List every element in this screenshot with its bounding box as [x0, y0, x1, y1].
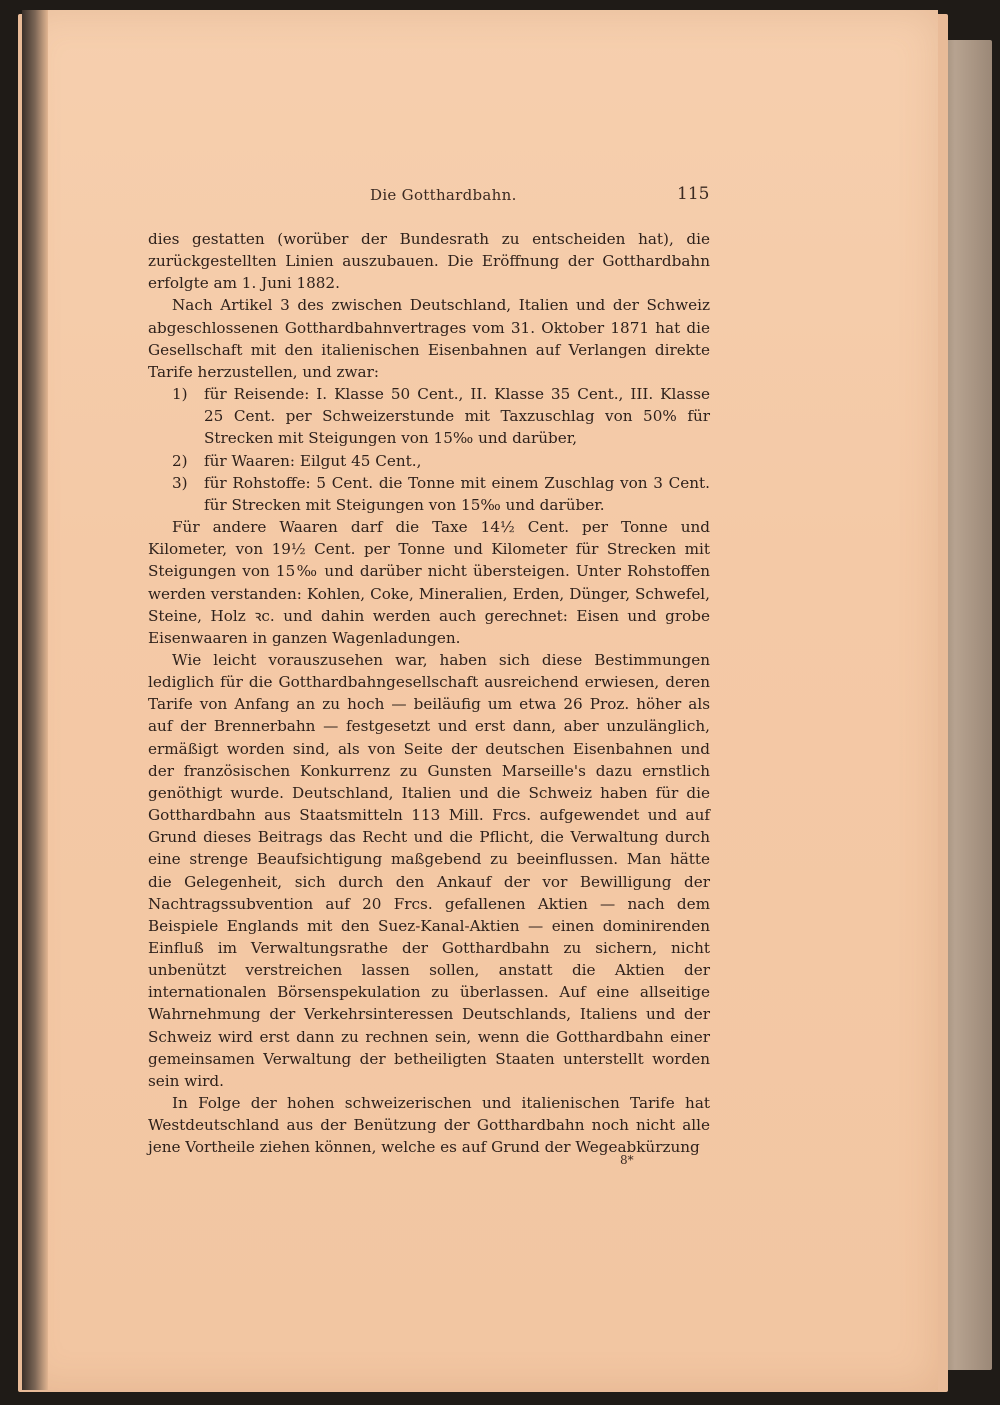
signature-mark: 8*	[620, 1153, 634, 1167]
list-item-text: für Reisende: I. Klasse 50 Cent., II. Klasse 35 Cent., III. Klasse 25 Cent. per Schweizerstunde mit Taxzuschlag von 50% für Strecken mit Steigungen von 15‰ und darüber,	[204, 385, 710, 448]
list-item-number: 1)	[172, 385, 188, 404]
paragraph-3: Für andere Waaren darf die Taxe 14½ Cent. per Tonne und Kilometer, von 19½ Cent. per Tonne und Kilometer für Strecken mit Steigungen von 15‰ und darüber nicht übersteigen. Unter Rohstoffen werden verstanden: Kohlen, Coke, Mineralien, Erden, Dünger, Schwefel, Steine, Holz ꝛc. und dahin werden auch gerechnet: Eisen und grobe Eisenwaaren in ganzen Wagenladungen.	[148, 518, 710, 647]
tariff-list	[148, 383, 710, 516]
list-item-number: 3)	[172, 473, 188, 492]
paragraph-5: In Folge der hohen schweizerischen und italienischen Tarife hat Westdeutschland aus der Benützung der Gotthardbahn noch nicht alle jene Vortheile ziehen können, welche es auf Grund der Wegeabkürzung	[148, 1094, 710, 1157]
page-number: 115	[677, 184, 710, 204]
paragraph-2: Nach Artikel 3 des zwischen Deutschland, Italien und der Schweiz abgeschlossenen Gotthardbahnvertrages vom 31. Oktober 1871 hat die Gesellschaft mit den italienischen Eisenbahnen auf Verlangen direkte Tarife herzustellen, und zwar:	[148, 296, 710, 381]
page-spine	[22, 10, 48, 1390]
list-item	[148, 472, 710, 516]
list-item	[148, 383, 710, 449]
paragraph-1: dies gestatten (worüber der Bundesrath zu entscheiden hat), die zurückgestellten Linien auszubauen. Die Eröffnung der Gotthardbahn erfolgte am 1. Juni 1882.	[148, 230, 710, 293]
body-text	[148, 228, 710, 1159]
running-head: Die Gotthardbahn.	[370, 186, 517, 204]
list-item	[148, 450, 710, 472]
list-item-number: 2)	[172, 451, 188, 470]
list-item-text: für Waaren: Eilgut 45 Cent.,	[204, 451, 422, 470]
list-item-text: für Rohstoffe: 5 Cent. die Tonne mit einem Zuschlag von 3 Cent. für Strecken mit Steigungen von 15‰ und darüber.	[204, 473, 710, 514]
paragraph-4: Wie leicht vorauszusehen war, haben sich diese Bestimmungen lediglich für die Gotthardbahngesellschaft ausreichend erwiesen, deren Tarife von Anfang an zu hoch — beiläufig um etwa 26 Proz. höher als auf der Brennerbahn — festgesetzt und erst dann, aber unzulänglich, ermäßigt worden sind, als von Seite der deutschen Eisenbahnen und der französischen Konkurrenz zu Gunsten Marseille's dazu ernstlich genöthigt wurde. Deutschland, Italien und die Schweiz haben für die Gotthardbahn aus Staatsmitteln 113 Mill. Frcs. aufgewendet und auf Grund dieses Beitrags das Recht und die Pflicht, die Verwaltung durch eine strenge Beaufsichtigung maßgebend zu beeinflussen. Man hätte die Gelegenheit, sich durch den Ankauf der vor Bewilligung der Nachtragssubvention auf 20 Frcs. gefallenen Aktien — nach dem Beispiele Englands mit den Suez-Kanal-Aktien — einen dominirenden Einfluß im Verwaltungsrathe der Gotthardbahn zu sichern, nicht unbenützt verstreichen lassen sollen, anstatt die Aktien der internationalen Börsenspekulation zu überlassen. Auf eine allseitige Wahrnehmung der Verkehrsinteressen Deutschlands, Italiens und der Schweiz wird erst dann zu rechnen sein, wenn die Gotthardbahn einer gemeinsamen Verwaltung der betheiligten Staaten unterstellt worden sein wird.	[148, 650, 710, 1090]
